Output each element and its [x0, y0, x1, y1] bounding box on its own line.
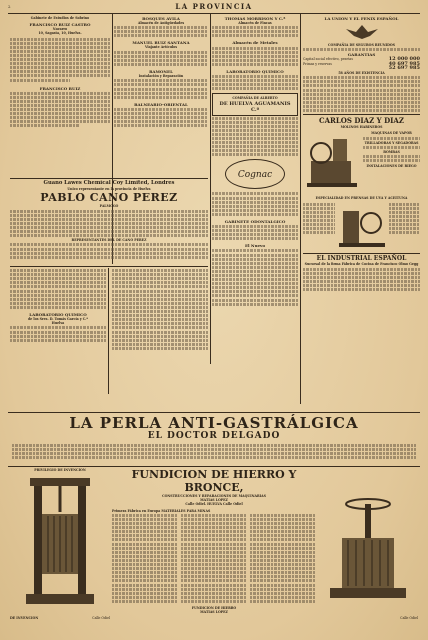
total-row — [303, 66, 420, 70]
banner-ad — [212, 93, 298, 115]
ad-subtitle: Instalación y Reparación — [138, 74, 184, 79]
ad-body — [212, 47, 298, 66]
lab-line: de los Sres. D. Tomás García y C.ª — [28, 316, 88, 321]
press-specialty: ESPECIALIDAD EN PRENSAS DE UVA Y ACEITUNA — [315, 196, 408, 201]
page-number: 2 — [8, 4, 11, 9]
capital-value: 12 000 000 — [388, 56, 420, 63]
guano-body — [10, 243, 208, 258]
capital-label: Capital social efectivo, pesetas — [303, 57, 353, 62]
primas-label: Primas y reservas — [303, 61, 332, 66]
divider — [10, 178, 208, 179]
divider — [8, 412, 420, 413]
banner-subtitle: DE HUELVA AGUAMANIS C.ª — [219, 100, 291, 113]
divider — [303, 114, 420, 115]
fundicion-subtitle: CONSTRUCCIONES Y REPARACIONES DE MAQUINARIAS — [162, 494, 266, 498]
ad-body — [114, 51, 208, 66]
ad-heading: THOMAS MORRISON Y C.ª — [224, 16, 286, 21]
masthead-title: LA PROVINCIA — [175, 2, 253, 11]
divider — [8, 466, 420, 467]
invention-footer — [10, 616, 110, 620]
ad-body — [114, 108, 208, 127]
industrial-sub: Sucursal de la firma Fábrica de Cocina de Francisco Olmo Gegg — [304, 262, 419, 267]
ad-subtitle: Almacén de Fincas — [238, 21, 272, 25]
guarantees-heading: GARANTIAS — [347, 52, 376, 58]
fundicion-right — [318, 468, 418, 638]
industrial-heading: EL INDUSTRIAL ESPAÑOL — [316, 255, 407, 263]
fundicion-owner: MATIAS LOPEZ — [200, 498, 228, 503]
ad-body — [112, 269, 208, 350]
ad-body — [212, 117, 298, 157]
cognac-logo — [225, 159, 285, 189]
ad-heading: Gabinete de Estudios de Sobrino — [30, 16, 90, 20]
fundicion-address: Calle Odiel. HUELVA Calle Odiel — [185, 502, 243, 507]
invention-left — [10, 468, 110, 638]
ad-heading: BALNEARIO-ORIENTAL — [134, 101, 188, 107]
ad-body — [303, 48, 420, 51]
ad-body — [212, 75, 298, 90]
press-machine-icon — [20, 474, 100, 614]
ad-body — [114, 26, 208, 37]
guano-rep-heading: REPRESENTANTES DEL DE CANO PEREZ — [71, 238, 147, 243]
perla-title: LA PERLA ANTI-GASTRÁLGICA — [69, 414, 359, 432]
engine-icon — [337, 201, 387, 251]
ad-subtitle: Almacén de Antigüedades — [137, 21, 185, 25]
cognac-logo-text: Cognac — [237, 170, 273, 181]
ad-body — [303, 268, 420, 291]
insurance-heading: LA UNION Y EL FENIX ESPAÑOL — [324, 16, 399, 21]
insurance-subtitle: COMPAÑIA DE SEGUROS REUNIDOS — [328, 43, 395, 47]
years-line: 58 AÑOS DE EXISTENCIA — [338, 71, 385, 75]
column-rule — [210, 14, 211, 364]
guano-agent: PABLO CANO PEREZ — [40, 191, 178, 205]
ad-heading: El Nuevo — [244, 243, 266, 249]
primas-value: 40 697 985 — [388, 60, 420, 67]
machinery-item: BOMBAS — [383, 150, 400, 155]
column-2 — [114, 16, 208, 176]
invention-address: Calle Odiel — [92, 616, 110, 621]
machinery-item: INSTALACIONES DE RIEGO — [366, 163, 417, 168]
ad-heading: BOSQUES AVILA — [142, 16, 180, 21]
ad-heading: MANUEL RUIZ SANTANA — [132, 40, 190, 46]
ad-heading: GABINETE ODONTALGICO — [224, 218, 286, 224]
ad-address: 10, Sagasta, 10, Huelva. — [38, 31, 82, 36]
fundicion-columns — [112, 513, 316, 604]
ad-heading: Almacén de Metales — [232, 40, 278, 46]
guano-subtitle: Unico representante en la provincia de Huelva — [67, 187, 151, 191]
mill-machine-icon — [303, 131, 361, 195]
masthead-rule — [8, 13, 420, 14]
ad-body — [10, 92, 110, 128]
ad-body — [212, 225, 298, 240]
ad-body — [212, 249, 298, 305]
ad-subtitle: Navarro — [52, 27, 68, 32]
ad-heading: LABORATORIO QUIMICO — [226, 68, 284, 74]
lab-heading: LABORATORIO QUIMICO — [29, 311, 87, 317]
machinery-sub: MOLINOS HARINEROS — [340, 125, 383, 130]
total-value: 52 697 985 — [388, 64, 420, 71]
masthead — [8, 2, 420, 12]
ad-body — [10, 38, 110, 82]
wine-press-icon — [320, 488, 416, 608]
divider — [303, 253, 420, 254]
column-rule — [108, 268, 109, 394]
lab-ad — [10, 268, 106, 394]
press-ad — [303, 201, 420, 251]
fundicion-title: FUNDICION DE HIERRO Y BRONCE, — [131, 468, 297, 494]
fundicion-intro: Primera Fábrica en Europa MATERIALES PARA MINAS — [112, 508, 211, 513]
column-3 — [212, 16, 298, 396]
perla-body — [12, 443, 416, 465]
lab-city: Huelva — [51, 321, 65, 326]
machinery-item: TRILLADORAS Y SEGADORAS — [364, 140, 419, 145]
ad-heading: RAMONEL — [149, 69, 173, 75]
ad-body — [10, 269, 106, 309]
ad-name: FRANCISCO RUIZ — [39, 85, 81, 91]
machinery-heading: CARLOS DIAZ Y DIAZ — [319, 116, 404, 126]
invention-caption: DE INVENCION — [10, 616, 39, 621]
fundicion-footer: FUNDICION DE HIERRO — [191, 605, 237, 610]
phoenix-emblem-icon — [342, 23, 382, 41]
guano-city: PALMOGO — [99, 204, 119, 209]
column-4 — [303, 16, 420, 411]
banner-title: COMPAÑIA DE ALBERTO — [232, 96, 278, 101]
ad-body — [10, 326, 106, 341]
ad-title: FRANCISCO RUIZ CASTRO — [29, 22, 91, 28]
fundicion-footer-owner: MATIAS LOPEZ — [200, 610, 228, 615]
guano-ad — [10, 180, 208, 264]
guano-company: Guano Lawes Chemical Coy Limited, Londres — [43, 180, 175, 186]
machinery-item: MAQUINAS DE VAPOR — [371, 131, 412, 136]
misc-ads — [112, 268, 208, 394]
ad-body — [114, 79, 208, 98]
ad-subtitle: Viajante Artículos — [144, 45, 178, 50]
divider — [10, 266, 208, 267]
ad-body — [212, 192, 298, 215]
ad-body — [212, 26, 298, 37]
ad-body — [303, 76, 420, 112]
right-address: Calle Odiel — [400, 616, 418, 620]
column-rule — [300, 14, 301, 404]
machinery-ad — [303, 131, 420, 195]
perla-author: EL DOCTOR DELGADO — [147, 431, 281, 441]
fundicion-main — [112, 468, 316, 638]
column-1 — [10, 16, 110, 176]
guano-body — [10, 210, 208, 238]
invention-heading: PRIVILEGIO DE INVENCION — [34, 468, 86, 472]
